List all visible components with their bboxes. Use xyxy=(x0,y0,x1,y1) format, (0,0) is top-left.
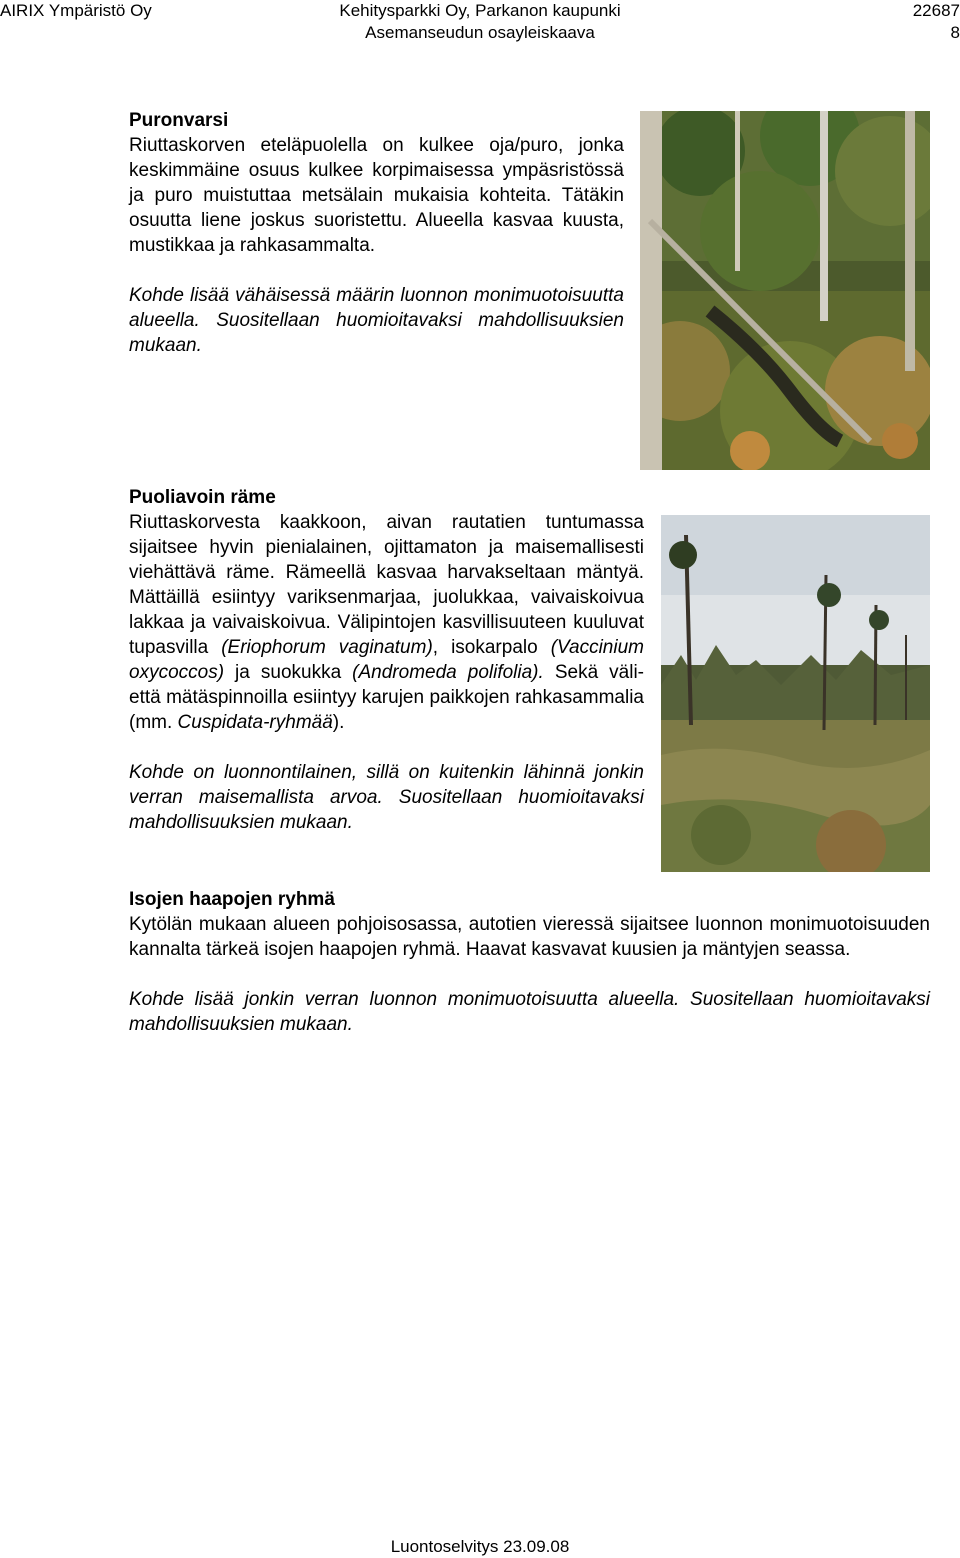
section-puronvarsi xyxy=(129,108,624,358)
section-haapa xyxy=(129,887,930,1037)
body-text: ja suokukka xyxy=(224,662,353,683)
section-body: Kytölän mukaan alueen pohjoisosassa, autotien vieressä sijaitsee luonnon monimuotoisuuden kannalta tärkeä isojen haapojen ryhmä. Haavat kasvavat kuusien ja mäntyjen seassa. xyxy=(129,914,930,960)
header-plan: Asemanseudun osayleiskaava xyxy=(365,23,595,42)
section-note: Kohde lisää jonkin verran luonnon monimuotoisuutta alueella. Suositellaan huomioitavaksi mahdollisuuksien mukaan. xyxy=(129,989,930,1035)
species-name: (Andromeda polifolia). xyxy=(352,662,544,683)
section-body xyxy=(129,510,644,735)
body-text: , isokarpalo xyxy=(432,637,551,658)
header-ref xyxy=(913,0,960,44)
photo-bog xyxy=(661,515,930,872)
section-note: Kohde lisää vähäisessä määrin luonnon monimuotoisuutta alueella. Suositellaan huomioitavaksi mahdollisuuksien mukaan. xyxy=(129,285,624,356)
header-client: Kehitysparkki Oy, Parkanon kaupunki xyxy=(339,1,621,20)
header-company: AIRIX Ympäristö Oy xyxy=(0,1,152,20)
section-body: Riuttaskorven eteläpuolella on kulkee oja/puro, jonka keskimmäine osuus kulkee korpimaisessa ympäsristössä ja puro muistuttaa metsälain mukaisia kohteita. Tätäkin osuutta liene joskus suoristettu. Alueella kasvaa kuusta, mustikkaa ja rahkasammalta. xyxy=(129,135,624,256)
header-project xyxy=(0,0,960,44)
section-title: Puronvarsi xyxy=(129,110,229,131)
section-title: Puoliavoin räme xyxy=(129,487,276,508)
body-text: Sekä väli- että mätäspinnoilla esiintyy karujen paikkojen rahkasammalia (mm. xyxy=(129,662,644,733)
species-name: Cuspidata-ryhmää xyxy=(177,712,333,733)
section-rame xyxy=(129,485,644,835)
body-text: ). xyxy=(332,712,345,733)
section-note: Kohde on luonnontilainen, sillä on kuitenkin lähinnä jonkin verran maisemallista arvoa. Suositellaan huomioitavaksi mahdollisuuksien mukaan. xyxy=(129,762,644,833)
species-name: (Vaccinium oxycoccos) xyxy=(129,637,644,683)
body-text: Riuttaskorvesta kaakkoon, aivan rautatien tuntumassa sijaitsee hyvin pienialainen, ojittamaton ja maisemallisesti viehättävä räme. Rämeellä kasvaa harvakseltaan mäntyä. Mättäillä esiintyy variksenmarjaa, juolukkaa, vaivaiskoivua lakkaa ja vaivaiskoivua. Välipintojen kasvillisuuteen kuuluvat tupasvilla xyxy=(129,512,644,658)
header-project-number: 22687 xyxy=(912,1,960,20)
page-footer: Luontoselvitys 23.09.08 xyxy=(390,1537,570,1556)
photo-brook xyxy=(640,111,930,470)
species-name: (Eriophorum vaginatum) xyxy=(221,637,433,658)
section-title: Isojen haapojen ryhmä xyxy=(129,889,335,910)
page-number: 8 xyxy=(950,23,960,42)
